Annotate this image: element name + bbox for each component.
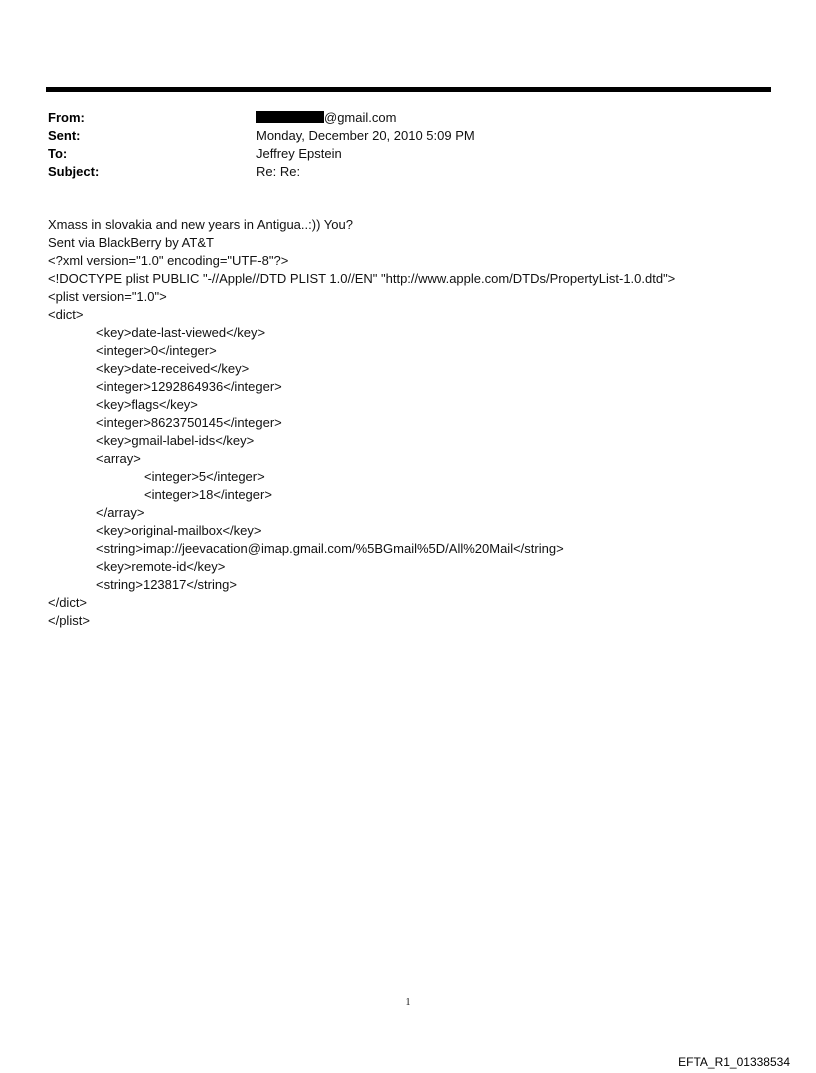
to-value: Jeffrey Epstein: [256, 145, 342, 161]
body-line: <dict>: [48, 307, 84, 322]
body-line: <array>: [96, 451, 141, 466]
from-label: From:: [48, 109, 85, 125]
body-line: <integer>8623750145</integer>: [96, 415, 282, 430]
sent-row: [48, 126, 748, 144]
sent-label: Sent:: [48, 127, 81, 143]
to-row: [48, 144, 748, 162]
body-line: </dict>: [48, 595, 88, 610]
to-label: To:: [48, 145, 68, 161]
body-line: </array>: [96, 505, 145, 520]
body-line: <key>flags</key>: [96, 397, 198, 412]
body-line: <?xml version="1.0" encoding="UTF-8"?>: [48, 253, 289, 268]
subject-row: [48, 162, 748, 180]
body-line: <integer>1292864936</integer>: [96, 379, 282, 394]
body-line: <key>date-last-viewed</key>: [96, 325, 266, 340]
page-number: 1: [405, 997, 411, 1008]
body-line: <key>original-mailbox</key>: [96, 523, 262, 538]
body-line: Xmass in slovakia and new years in Antigua..:)) You?: [48, 217, 353, 232]
body-line: <key>date-received</key>: [96, 361, 250, 376]
body-line: <string>123817</string>: [96, 577, 237, 592]
email-header: [48, 108, 748, 180]
from-address: @gmail.com: [324, 109, 397, 125]
bates-number: EFTA_R1_01338534: [678, 1055, 790, 1069]
from-row: [48, 108, 748, 126]
subject-value: Re: Re:: [256, 163, 301, 179]
sent-value: Monday, December 20, 2010 5:09 PM: [256, 127, 475, 143]
body-line: </plist>: [48, 613, 90, 628]
body-line: <integer>18</integer>: [144, 487, 272, 502]
email-body: [48, 216, 788, 630]
body-line: <!DOCTYPE plist PUBLIC "-//Apple//DTD PLIST 1.0//EN" "http://www.apple.com/DTDs/PropertyList-1.0.dtd">: [48, 271, 676, 286]
body-line: <plist version="1.0">: [48, 289, 167, 304]
body-line: <integer>5</integer>: [144, 469, 265, 484]
subject-label: Subject:: [48, 163, 100, 179]
body-line: <string>imap://jeevacation@imap.gmail.com/%5BGmail%5D/All%20Mail</string>: [96, 541, 564, 556]
body-line: <key>gmail-label-ids</key>: [96, 433, 255, 448]
redaction-block: [256, 111, 324, 123]
body-line: <integer>0</integer>: [96, 343, 217, 358]
header-divider: [46, 87, 771, 92]
from-value: [256, 110, 396, 125]
body-line: <key>remote-id</key>: [96, 559, 226, 574]
body-line: Sent via BlackBerry by AT&T: [48, 235, 214, 250]
